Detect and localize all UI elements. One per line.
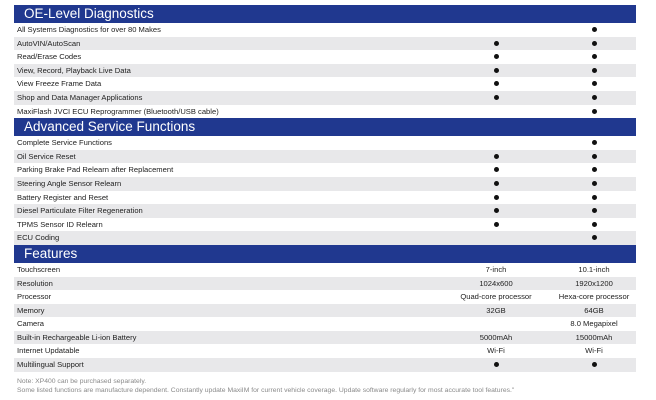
bullet-dot-icon — [494, 167, 499, 172]
xp400-check-dot-icon — [441, 218, 551, 232]
pro-check-dot-icon — [539, 64, 649, 78]
row-label: Battery Register and Reset — [17, 192, 109, 202]
row-label: Steering Angle Sensor Relearn — [17, 178, 122, 188]
row-label: Complete Service Functions — [17, 138, 112, 148]
table-row — [14, 50, 636, 64]
bullet-dot-icon — [592, 81, 597, 86]
row-label: View Freeze Frame Data — [17, 79, 102, 89]
row-label: Touchscreen — [17, 264, 61, 274]
table-row — [14, 304, 636, 318]
bullet-dot-icon — [592, 181, 597, 186]
table-row — [14, 218, 636, 232]
xp400-check-dot-icon — [441, 50, 551, 64]
row-label: Oil Service Reset — [17, 151, 76, 161]
table-row — [14, 37, 636, 51]
row-label: AutoVIN/AutoScan — [17, 38, 81, 48]
bullet-dot-icon — [494, 54, 499, 59]
table-row — [14, 317, 636, 331]
model-a-value: 7-inch — [485, 264, 507, 274]
table-row — [14, 263, 636, 277]
bullet-dot-icon — [592, 222, 597, 227]
bullet-dot-icon — [494, 195, 499, 200]
pro-check-dot-icon — [539, 150, 649, 164]
section-header: Advanced Service Functions — [14, 118, 636, 136]
row-label: View, Record, Playback Live Data — [17, 65, 131, 75]
bullet-dot-icon — [494, 222, 499, 227]
pro-check-dot-icon — [539, 37, 649, 51]
model-b-value: Wi-Fi — [585, 346, 603, 356]
xp400-check-dot-icon — [441, 64, 551, 78]
model-a-value: 32GB — [486, 305, 506, 315]
bullet-dot-icon — [592, 362, 597, 367]
pro-check-dot-icon — [539, 77, 649, 91]
pro-check-dot-icon — [539, 358, 649, 372]
pro-check-dot-icon — [539, 191, 649, 205]
bullet-dot-icon — [592, 235, 597, 240]
row-label: All Systems Diagnostics for over 80 Makes — [17, 25, 161, 34]
row-label: ECU Coding — [17, 233, 60, 243]
table-row — [14, 344, 636, 358]
xp400-check-dot-icon — [441, 177, 551, 191]
pro-check-dot-icon — [539, 163, 649, 177]
table-row — [14, 77, 636, 91]
table-row — [14, 64, 636, 78]
section-header: Features — [14, 245, 636, 263]
row-label: MaxiFlash JVCI ECU Reprogrammer (Bluetooth/USB cable) — [17, 106, 219, 116]
bullet-dot-icon — [494, 95, 499, 100]
bullet-dot-icon — [592, 167, 597, 172]
table-row — [14, 91, 636, 105]
row-label: Multilingual Support — [17, 360, 84, 370]
model-a-value: Wi-Fi — [487, 346, 505, 356]
row-label: TPMS Sensor ID Relearn — [17, 219, 103, 229]
bullet-dot-icon — [592, 140, 597, 145]
table-row — [14, 177, 636, 191]
row-label: Diesel Particulate Filter Regeneration — [17, 206, 143, 216]
table-row — [14, 191, 636, 205]
bullet-dot-icon — [592, 208, 597, 213]
bullet-dot-icon — [494, 181, 499, 186]
model-a-value: Quad-core processor — [460, 292, 532, 302]
bullet-dot-icon — [592, 68, 597, 73]
xp400-check-dot-icon — [441, 191, 551, 205]
table-row — [14, 105, 636, 119]
pro-check-dot-icon — [539, 204, 649, 218]
bullet-dot-icon — [494, 81, 499, 86]
table-row — [14, 290, 636, 304]
xp400-check-dot-icon — [441, 150, 551, 164]
model-a-value: 1024x600 — [479, 278, 513, 288]
bullet-dot-icon — [592, 54, 597, 59]
table-row — [14, 23, 636, 37]
xp400-check-dot-icon — [441, 77, 551, 91]
row-label: Internet Updatable — [17, 346, 80, 356]
bullet-dot-icon — [592, 95, 597, 100]
section-header: OE-Level Diagnostics — [14, 5, 636, 23]
bullet-dot-icon — [592, 195, 597, 200]
bullet-dot-icon — [494, 208, 499, 213]
table-row — [14, 136, 636, 150]
bullet-dot-icon — [592, 154, 597, 159]
model-b-value: Hexa-core processor — [558, 292, 630, 302]
bullet-dot-icon — [592, 41, 597, 46]
footnote-1: Note: XP400 can be purchased separately. — [17, 378, 147, 385]
model-a-value: 5000mAh — [479, 332, 513, 342]
xp400-check-dot-icon — [441, 204, 551, 218]
pro-check-dot-icon — [539, 177, 649, 191]
xp400-check-dot-icon — [441, 37, 551, 51]
row-label: Camera — [17, 319, 45, 329]
row-label: Processor — [17, 292, 52, 302]
xp400-check-dot-icon — [441, 91, 551, 105]
pro-check-dot-icon — [539, 91, 649, 105]
pro-check-dot-icon — [539, 218, 649, 232]
pro-check-dot-icon — [539, 23, 649, 37]
footnotes — [17, 377, 514, 395]
xp400-check-dot-icon — [441, 163, 551, 177]
table-row — [14, 358, 636, 372]
model-b-value: 15000mAh — [575, 332, 613, 342]
pro-check-dot-icon — [539, 136, 649, 150]
pro-check-dot-icon — [539, 50, 649, 64]
model-b-value: 8.0 Megapixel — [570, 319, 618, 329]
comparison-table — [14, 5, 636, 372]
table-row — [14, 163, 636, 177]
row-label: Shop and Data Manager Applications — [17, 92, 143, 102]
table-row — [14, 277, 636, 291]
row-label: Resolution — [17, 278, 53, 288]
model-b-value: 1920x1200 — [575, 278, 613, 288]
row-label: Built-in Rechargeable Li-ion Battery — [17, 332, 137, 342]
row-label: Parking Brake Pad Relearn after Replacement — [17, 165, 174, 175]
table-row — [14, 331, 636, 345]
table-row — [14, 231, 636, 245]
bullet-dot-icon — [592, 109, 597, 114]
bullet-dot-icon — [494, 362, 499, 367]
row-label: Read/Erase Codes — [17, 52, 82, 62]
table-row — [14, 204, 636, 218]
model-b-value: 10.1-inch — [578, 264, 610, 274]
table-row — [14, 150, 636, 164]
bullet-dot-icon — [494, 68, 499, 73]
xp400-check-dot-icon — [441, 358, 551, 372]
bullet-dot-icon — [494, 154, 499, 159]
row-label: Memory — [17, 305, 45, 315]
pro-check-dot-icon — [539, 231, 649, 245]
bullet-dot-icon — [592, 27, 597, 32]
bullet-dot-icon — [494, 41, 499, 46]
model-b-value: 64GB — [584, 305, 604, 315]
footnote-2: Some listed functions are manufacture dependent. Constantly update MaxiIM for current vehicle coverage. Update software regularly for most accurate tool features." — [17, 387, 515, 394]
pro-check-dot-icon — [539, 105, 649, 119]
